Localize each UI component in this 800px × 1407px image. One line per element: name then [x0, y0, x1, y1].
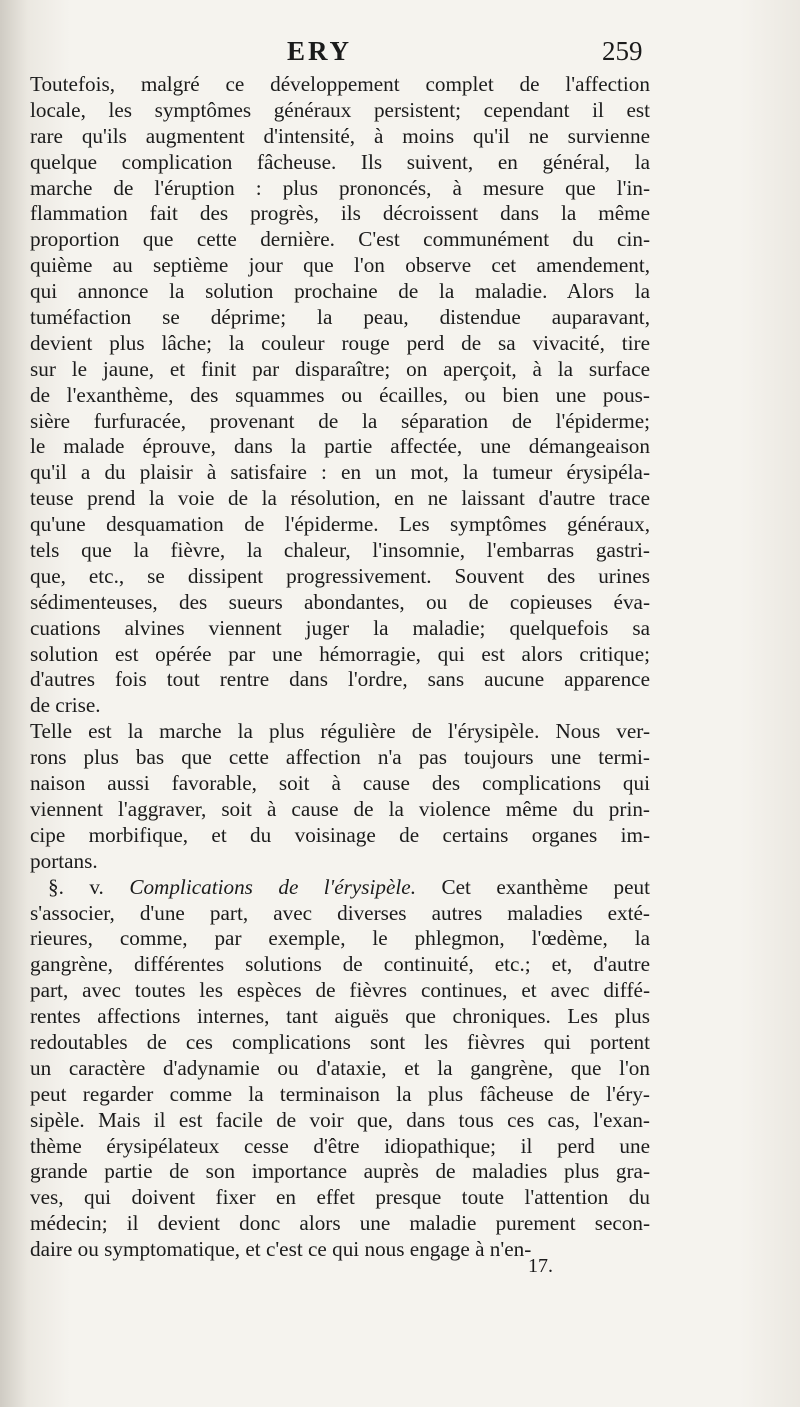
- text-line: s'associer, d'une part, avec diverses autres maladies exté-: [30, 900, 650, 925]
- section-first-line: [30, 875, 650, 901]
- text-line: gangrène, différentes solutions de continuité, etc.; et, d'autre: [30, 952, 650, 977]
- text-line: viennent l'aggraver, soit à cause de la violence même du prin-: [30, 796, 650, 821]
- text-line: rentes affections internes, tant aiguës que chroniques. Les plus: [30, 1004, 650, 1029]
- text-line: naison aussi favorable, soit à cause des complications qui: [30, 771, 650, 796]
- text-line: tuméfaction se déprime; la peau, distendue auparavant,: [30, 305, 650, 330]
- text-line: peut regarder comme la terminaison la plus fâcheuse de l'éry-: [30, 1081, 650, 1106]
- text-line: portans.: [30, 848, 98, 873]
- text-line: un caractère d'adynamie ou d'ataxie, et la gangrène, que l'on: [30, 1055, 650, 1080]
- text-line: d'autres fois tout rentre dans l'ordre, sans aucune apparence: [30, 667, 650, 692]
- text-line: ves, qui doivent fixer en effet presque toute l'attention du: [30, 1185, 650, 1210]
- text-line: sière furfuracée, provenant de la séparation de l'épiderme;: [30, 408, 650, 433]
- text-line: médecin; il devient donc alors une maladie purement secon-: [30, 1211, 650, 1236]
- text-line: qu'une desquamation de l'épiderme. Les symptômes généraux,: [30, 512, 650, 537]
- text-line: qui annonce la solution prochaine de la maladie. Alors la: [30, 279, 650, 304]
- text-line: rons plus bas que cette affection n'a pas toujours une termi-: [30, 745, 650, 770]
- section-heading-line: [30, 875, 650, 901]
- text-line: de crise.: [30, 693, 101, 718]
- text-line: quième au septième jour que l'on observe cet amendement,: [30, 253, 650, 278]
- text-line: daire ou symptomatique, et c'est ce qui nous engage à n'en-: [30, 1237, 532, 1262]
- text-line: locale, les symptômes généraux persistent; cependant il est: [30, 97, 650, 122]
- text-line: Telle est la marche la plus régulière de l'érysipèle. Nous ver-: [30, 719, 650, 744]
- signature-mark: 17.: [528, 1255, 553, 1277]
- paragraph-1: [30, 72, 650, 719]
- text-line: sipèle. Mais il est facile de voir que, dans tous ces cas, l'exan-: [30, 1107, 650, 1132]
- body-text: [30, 72, 650, 1263]
- text-line: part, avec toutes les espèces de fièvres continues, et avec diffé-: [30, 978, 650, 1003]
- section-mark: §. v.: [48, 874, 104, 899]
- text-line: Toutefois, malgré ce développement complet de l'affection: [30, 72, 650, 96]
- paragraph-2: [30, 719, 650, 874]
- text-line: que, etc., se dissipent progressivement. Souvent des urines: [30, 563, 650, 588]
- text-line: le malade éprouve, dans la partie affectée, une démangeaison: [30, 434, 650, 459]
- section-first-line-rest: Cet exanthème peut: [441, 874, 651, 899]
- paragraph-3: [30, 901, 650, 1263]
- page-number: 259: [602, 36, 643, 66]
- section-title: Complications de l'érysipèle.: [129, 874, 416, 899]
- text-line: rieures, comme, par exemple, le phlegmon, l'œdème, la: [30, 926, 650, 951]
- page-header: [0, 34, 800, 74]
- text-line: cipe morbifique, et du voisinage de certains organes im-: [30, 822, 650, 847]
- text-line: teuse prend la voie de la résolution, en ne laissant d'autre trace: [30, 486, 650, 511]
- text-line: redoutables de ces complications sont les fièvres qui portent: [30, 1029, 650, 1054]
- text-line: thème érysipélateux cesse d'être idiopathique; il perd une: [30, 1133, 650, 1158]
- text-line: flammation fait des progrès, ils décroissent dans la même: [30, 201, 650, 226]
- text-line: marche de l'éruption : plus prononcés, à mesure que l'in-: [30, 175, 650, 200]
- text-line: sur le jaune, et finit par disparaître; on aperçoit, à la surface: [30, 356, 650, 381]
- text-line: de l'exanthème, des squammes ou écailles, ou bien une pous-: [30, 382, 650, 407]
- text-line: tels que la fièvre, la chaleur, l'insomnie, l'embarras gastri-: [30, 538, 650, 563]
- text-line: grande partie de son importance auprès de maladies plus gra-: [30, 1159, 650, 1184]
- text-line: cuations alvines viennent juger la maladie; quelquefois sa: [30, 615, 650, 640]
- text-line: quelque complication fâcheuse. Ils suivent, en général, la: [30, 149, 650, 174]
- text-line: proportion que cette dernière. C'est communément du cin-: [30, 227, 650, 252]
- text-line: solution est opérée par une hémorragie, qui est alors critique;: [30, 641, 650, 666]
- text-line: qu'il a du plaisir à satisfaire : en un mot, la tumeur érysipéla-: [30, 460, 650, 485]
- running-head: ERY: [287, 36, 353, 66]
- text-line: rare qu'ils augmentent d'intensité, à moins qu'il ne survienne: [30, 123, 650, 148]
- text-line: sédimenteuses, des sueurs abondantes, ou de copieuses éva-: [30, 589, 650, 614]
- text-line: devient plus lâche; la couleur rouge perd de sa vivacité, tire: [30, 330, 650, 355]
